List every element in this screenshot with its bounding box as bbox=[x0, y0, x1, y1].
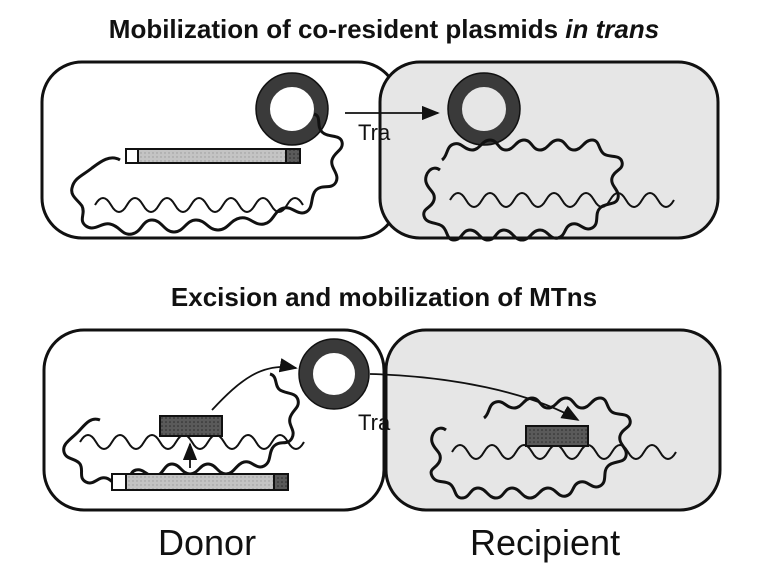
tra-label-bottom: Tra bbox=[358, 410, 391, 435]
bottom-panel bbox=[44, 330, 720, 510]
element-right-end-bottom bbox=[274, 474, 288, 490]
mtn-block-recipient bbox=[526, 426, 588, 446]
integrated-element-bar-bottom bbox=[112, 474, 288, 490]
integrated-element-bar-top bbox=[126, 149, 300, 163]
donor-label: Donor bbox=[158, 522, 257, 563]
top-panel-title-italic: in trans bbox=[565, 14, 660, 44]
recipient-cell-top bbox=[380, 62, 718, 238]
element-left-end-bottom bbox=[112, 474, 126, 490]
top-panel-title-text: Mobilization of co-resident plasmids bbox=[108, 14, 566, 44]
recipient-cell-bottom bbox=[386, 330, 720, 510]
mtn-block-donor bbox=[160, 416, 222, 436]
recipient-label: Recipient bbox=[470, 522, 621, 563]
bottom-panel-title: Excision and mobilization of MTns bbox=[170, 282, 598, 312]
element-left-end-top bbox=[126, 149, 138, 163]
top-panel bbox=[42, 62, 718, 240]
element-right-end-top bbox=[286, 149, 300, 163]
tra-label-top: Tra bbox=[358, 120, 391, 145]
